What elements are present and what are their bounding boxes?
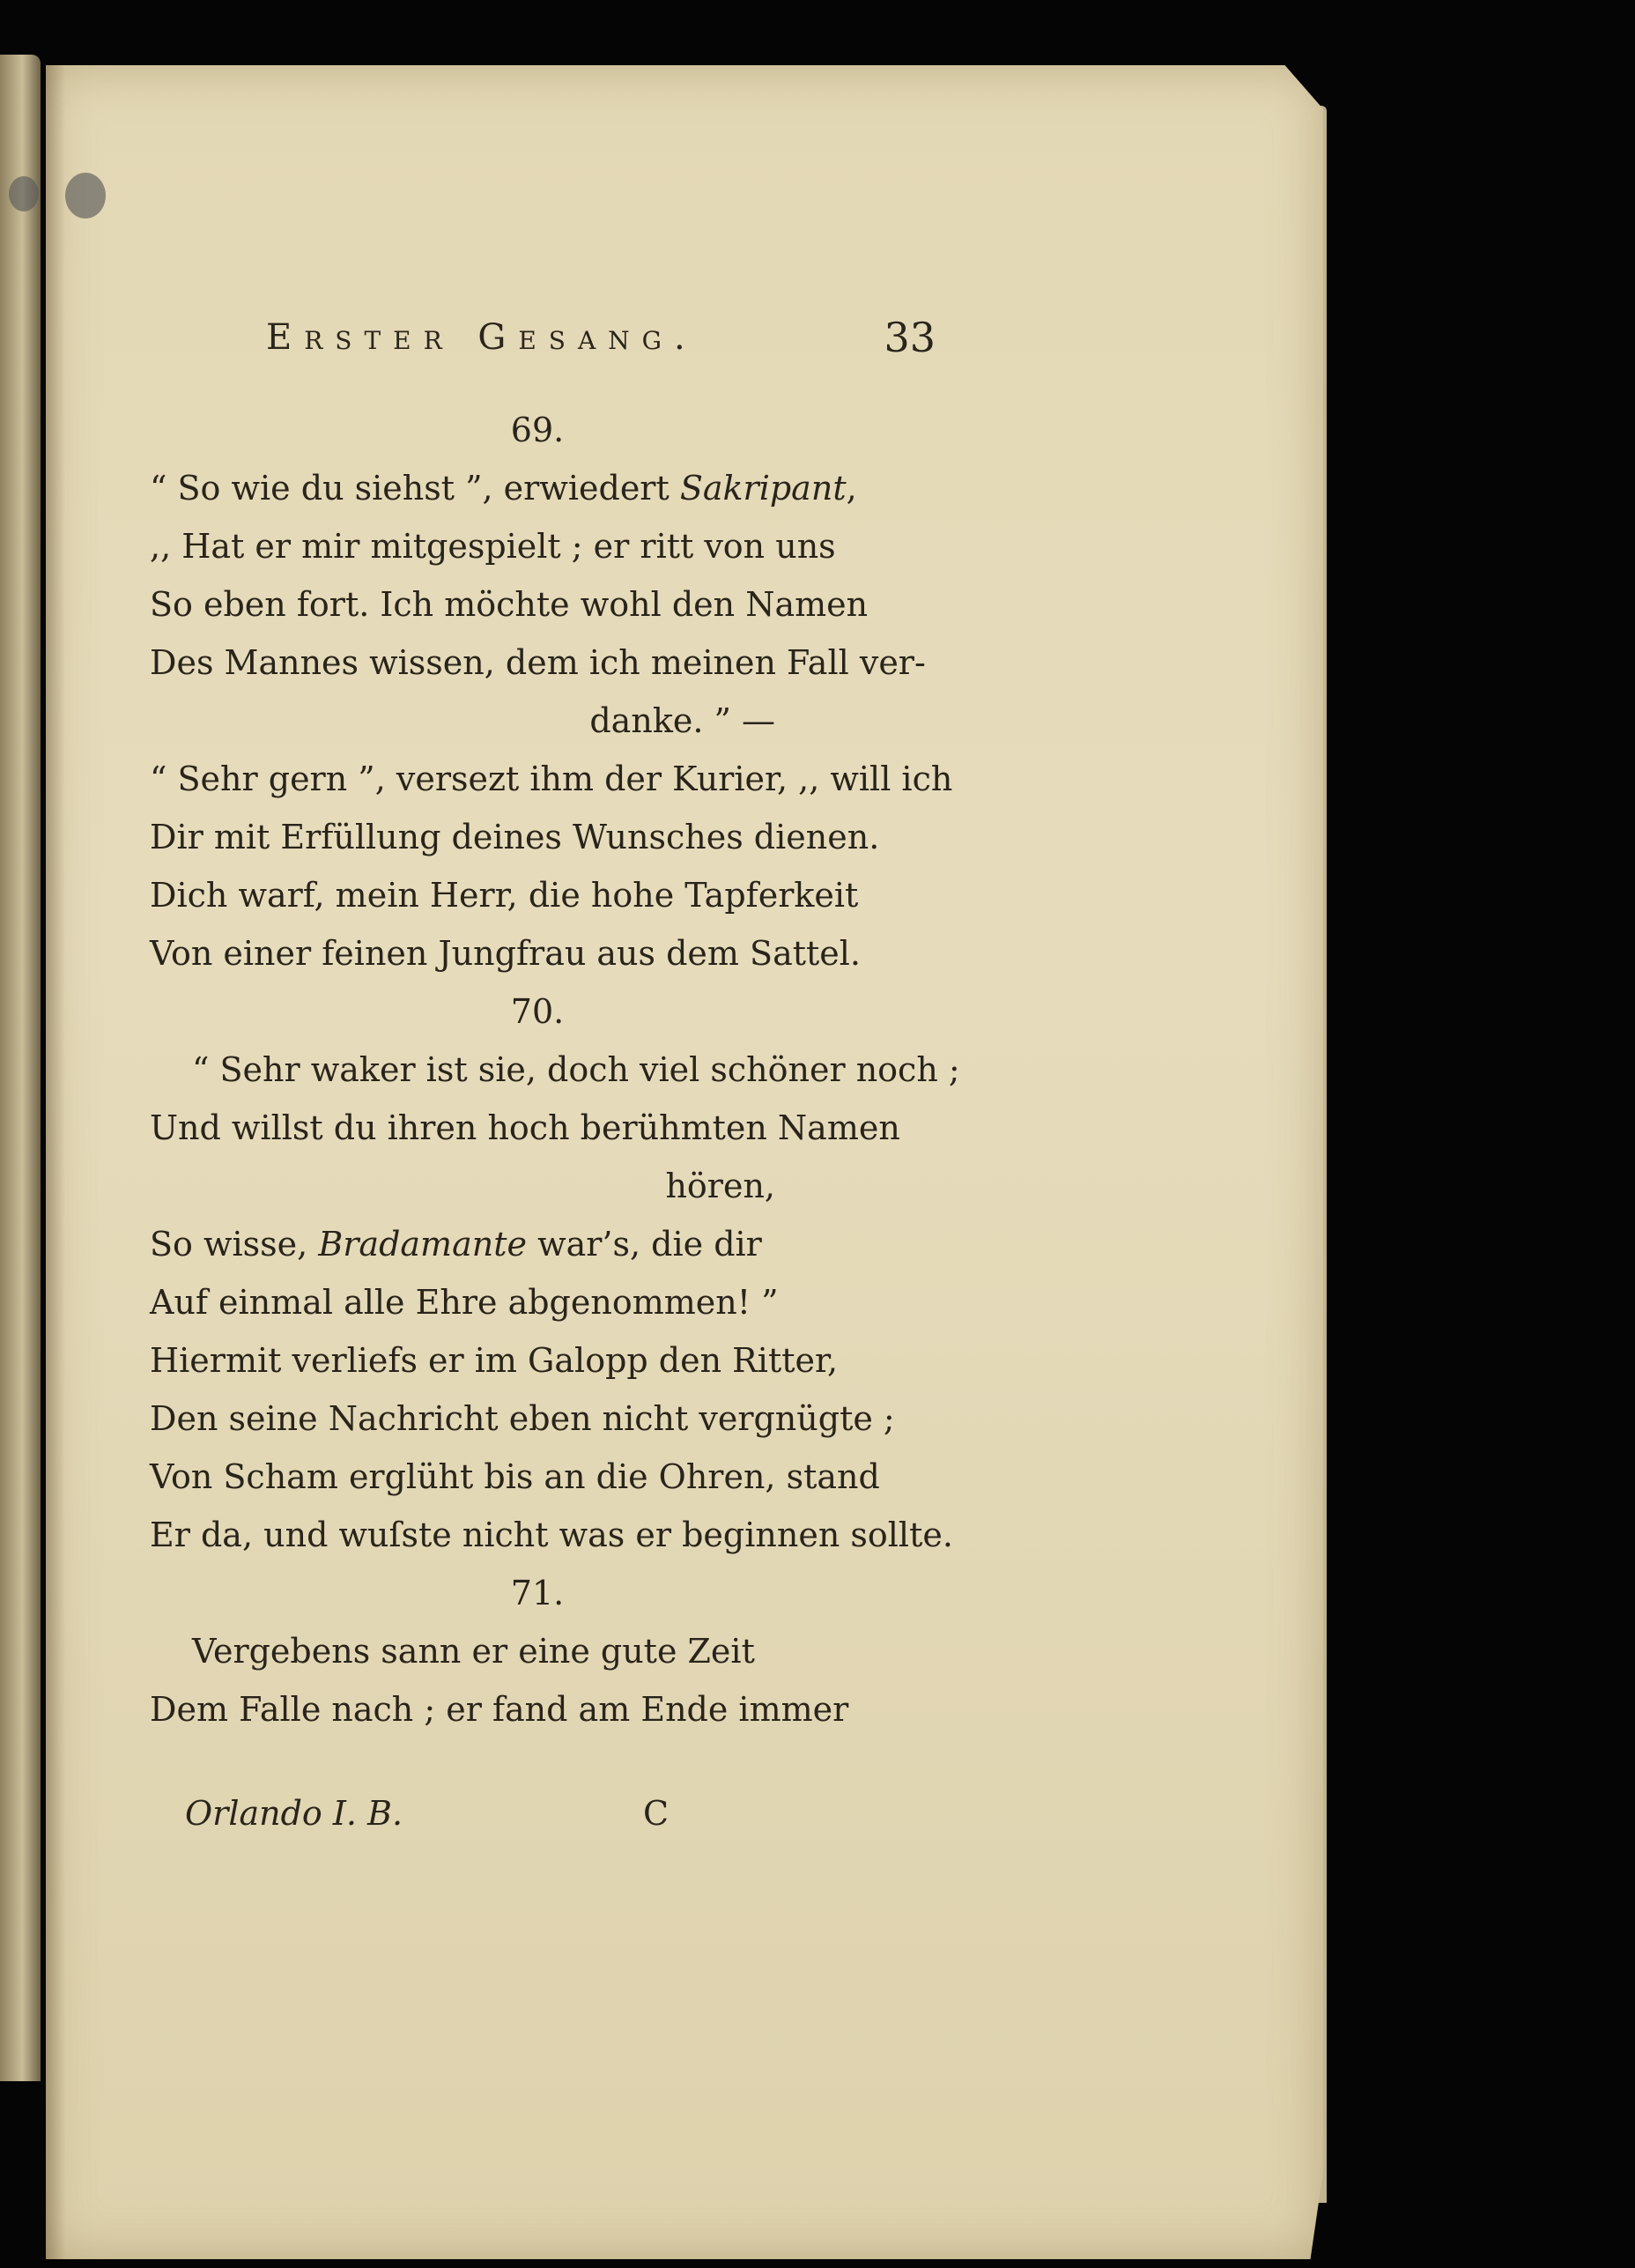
verse-line: Von Scham erglüht bis an die Ohren, stand bbox=[150, 1457, 880, 1496]
verse-line: Und willst du ihren hoch berühmten Namen bbox=[150, 1108, 900, 1147]
verse-line: Vergebens sann er eine gute Zeit bbox=[192, 1632, 755, 1671]
ink-stain bbox=[65, 173, 106, 219]
verse-text: , bbox=[846, 469, 857, 508]
verse-line: danke. ” — bbox=[589, 701, 775, 740]
verse-line: Dich warf, mein Herr, die hohe Tapferkeit bbox=[150, 876, 859, 915]
verse-line: Auf einmal alle Ehre abgenommen! ” bbox=[150, 1283, 779, 1322]
page-header bbox=[266, 314, 936, 370]
verse-line: Dem Falle nach ; er fand am Ende immer bbox=[150, 1690, 849, 1729]
verse-line: “ Sehr waker ist sie, doch viel schöner noch ; bbox=[192, 1050, 960, 1089]
signature-letter: C bbox=[643, 1794, 670, 1833]
verse-line bbox=[150, 459, 925, 517]
binding-shadow bbox=[46, 65, 65, 2259]
verse-line bbox=[150, 1215, 925, 1273]
verse-text: So wisse, bbox=[150, 1225, 319, 1264]
verse-line: hören, bbox=[665, 1167, 775, 1205]
facing-page-edge bbox=[0, 55, 41, 2081]
stanza-number: 70. bbox=[510, 992, 565, 1031]
ink-stain bbox=[9, 176, 39, 211]
running-head: Erster Gesang. bbox=[266, 317, 698, 358]
verse-line: Des Mannes wissen, dem ich meinen Fall ver- bbox=[150, 643, 926, 682]
verse-text: war’s, die dir bbox=[526, 1225, 762, 1264]
verse-line: Dir mit Erfüllung deines Wunsches dienen. bbox=[150, 818, 880, 856]
verse-line: Von einer feinen Jungfrau aus dem Sattel. bbox=[150, 934, 861, 973]
poem-text bbox=[150, 401, 960, 1738]
verse-text: “ So wie du siehst ”, erwiedert bbox=[150, 469, 680, 508]
verse-line: So eben fort. Ich möchte wohl den Namen bbox=[150, 585, 869, 624]
stanza-number: 69. bbox=[510, 411, 565, 449]
verse-line: ,, Hat er mir mitgespielt ; er ritt von uns bbox=[150, 527, 836, 566]
verse-line: Hiermit verliefs er im Galopp den Ritter, bbox=[150, 1341, 839, 1380]
stanza-number: 71. bbox=[510, 1574, 565, 1612]
verse-line: Den seine Nachricht eben nicht vergnügte ; bbox=[150, 1399, 895, 1438]
proper-name: Sakripant bbox=[679, 469, 847, 508]
verse-line: “ Sehr gern ”, versezt ihm der Kurier, ,, will ich bbox=[150, 760, 953, 798]
verse-line: Er da, und wuſste nicht was er beginnen sollte. bbox=[150, 1516, 953, 1554]
page-number: 33 bbox=[884, 314, 936, 361]
signature-work: Orlando I. B. bbox=[185, 1794, 403, 1833]
proper-name: Bradamante bbox=[318, 1225, 527, 1264]
